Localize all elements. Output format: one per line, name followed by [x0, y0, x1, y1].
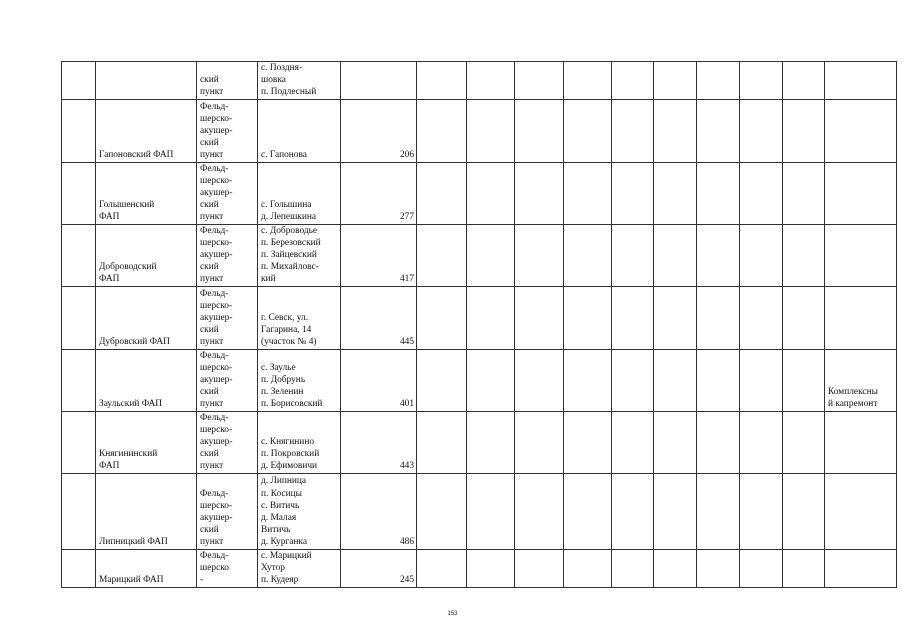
cell-empty	[515, 411, 564, 473]
cell-empty	[740, 162, 783, 224]
cell-location-text: с. Княгинино п. Покровский д. Ефимовичи	[261, 437, 320, 472]
cell-empty	[783, 473, 825, 549]
cell-name-text: Дубровский ФАП	[99, 337, 170, 348]
cell-location-text: с. Доброводье п. Березовский п. Зайцевский п. Михайловс- кий	[261, 225, 321, 285]
cell-type	[197, 286, 258, 349]
cell-empty	[612, 162, 654, 224]
cell-empty	[740, 549, 783, 587]
cell-name	[96, 224, 197, 286]
cell-index	[62, 224, 96, 286]
cell-index	[62, 411, 96, 473]
cell-location	[258, 224, 341, 286]
cell-empty	[783, 349, 825, 411]
cell-location	[258, 99, 341, 162]
cell-empty	[515, 62, 564, 100]
cell-number-text: 401	[399, 399, 414, 410]
cell-empty	[467, 62, 515, 100]
cell-empty	[654, 473, 697, 549]
cell-location	[258, 473, 341, 549]
cell-note	[825, 62, 897, 100]
cell-empty	[740, 286, 783, 349]
cell-empty	[467, 224, 515, 286]
table-row	[62, 62, 897, 100]
cell-note	[825, 286, 897, 349]
cell-name-text: Княгининский ФАП	[99, 449, 158, 472]
cell-number-text: 277	[399, 212, 414, 223]
cell-empty	[740, 99, 783, 162]
cell-empty	[783, 162, 825, 224]
cell-empty	[417, 224, 467, 286]
cell-empty	[740, 224, 783, 286]
table-row	[62, 549, 897, 587]
cell-number	[341, 286, 417, 349]
cell-empty	[467, 99, 515, 162]
cell-index	[62, 286, 96, 349]
cell-empty	[564, 224, 612, 286]
table-row	[62, 162, 897, 224]
cell-empty	[564, 62, 612, 100]
cell-type-text: Фельд- шерско- акушер- ский пункт	[200, 163, 233, 223]
cell-empty	[612, 286, 654, 349]
cell-location	[258, 162, 341, 224]
cell-empty	[564, 162, 612, 224]
cell-note-text: Комплексны й капремонт	[828, 387, 878, 410]
cell-empty	[515, 286, 564, 349]
cell-empty	[467, 286, 515, 349]
cell-empty	[654, 99, 697, 162]
cell-empty	[783, 62, 825, 100]
cell-type-text: Фельд- шерско -	[200, 551, 229, 586]
cell-empty	[783, 549, 825, 587]
cell-location-text: г. Севск, ул. Гагарина, 14 (участок № 4)	[261, 313, 317, 348]
cell-empty	[515, 224, 564, 286]
cell-empty	[612, 349, 654, 411]
cell-number	[341, 162, 417, 224]
cell-empty	[564, 549, 612, 587]
cell-note	[825, 224, 897, 286]
cell-empty	[467, 349, 515, 411]
cell-empty	[654, 411, 697, 473]
cell-index	[62, 99, 96, 162]
cell-empty	[564, 349, 612, 411]
cell-empty	[697, 349, 740, 411]
cell-empty	[467, 473, 515, 549]
cell-name-text: Заульский ФАП	[99, 399, 163, 410]
cell-note	[825, 99, 897, 162]
cell-name	[96, 99, 197, 162]
cell-number	[341, 224, 417, 286]
cell-note	[825, 473, 897, 549]
cell-number-text: 486	[399, 537, 414, 548]
cell-type-text: ский пункт	[200, 75, 224, 98]
cell-number	[341, 349, 417, 411]
table-row	[62, 224, 897, 286]
cell-number	[341, 99, 417, 162]
cell-index	[62, 473, 96, 549]
cell-empty	[417, 549, 467, 587]
cell-empty	[783, 224, 825, 286]
cell-empty	[740, 411, 783, 473]
cell-number	[341, 62, 417, 100]
cell-location	[258, 411, 341, 473]
cell-empty	[467, 411, 515, 473]
cell-empty	[564, 286, 612, 349]
cell-name	[96, 162, 197, 224]
cell-type	[197, 349, 258, 411]
cell-location-text: с. Гапонова	[261, 150, 307, 161]
cell-empty	[654, 162, 697, 224]
cell-name-text: Голышенский ФАП	[99, 200, 155, 223]
cell-type-text: Фельд- шерско- акушер- ский пункт	[200, 488, 233, 548]
cell-empty	[783, 411, 825, 473]
cell-empty	[515, 162, 564, 224]
cell-empty	[612, 549, 654, 587]
cell-type-text: Фельд- шерско- акушер- ский пункт	[200, 350, 233, 410]
cell-empty	[654, 549, 697, 587]
cell-name	[96, 349, 197, 411]
cell-empty	[697, 411, 740, 473]
cell-empty	[697, 286, 740, 349]
cell-empty	[654, 349, 697, 411]
cell-empty	[417, 286, 467, 349]
cell-empty	[697, 473, 740, 549]
cell-name	[96, 549, 197, 587]
cell-location	[258, 286, 341, 349]
cell-type-text: Фельд- шерско- акушер- ский пункт	[200, 412, 233, 472]
cell-empty	[697, 224, 740, 286]
cell-empty	[740, 473, 783, 549]
cell-note	[825, 162, 897, 224]
cell-empty	[515, 473, 564, 549]
cell-location	[258, 62, 341, 100]
cell-empty	[417, 349, 467, 411]
cell-name-text: Гапоновский ФАП	[99, 150, 174, 161]
cell-note	[825, 411, 897, 473]
cell-empty	[417, 62, 467, 100]
cell-empty	[564, 99, 612, 162]
cell-name	[96, 473, 197, 549]
cell-index	[62, 349, 96, 411]
cell-type	[197, 411, 258, 473]
table-body	[62, 62, 897, 588]
cell-empty	[654, 286, 697, 349]
cell-empty	[417, 99, 467, 162]
cell-location-text: с. Поздня- шовка п. Подлесный	[261, 63, 317, 98]
cell-type	[197, 473, 258, 549]
cell-number	[341, 473, 417, 549]
cell-note	[825, 549, 897, 587]
cell-empty	[654, 224, 697, 286]
cell-location-text: с. Заулье п. Добрунь п. Зеленин п. Борисовский	[261, 362, 323, 410]
cell-location	[258, 349, 341, 411]
cell-name	[96, 411, 197, 473]
cell-number-text: 417	[399, 274, 414, 285]
cell-type-text: Фельд- шерско- акушер- ский пункт	[200, 225, 233, 285]
cell-empty	[417, 411, 467, 473]
cell-empty	[515, 99, 564, 162]
cell-type	[197, 99, 258, 162]
cell-empty	[783, 286, 825, 349]
cell-empty	[612, 62, 654, 100]
cell-number	[341, 411, 417, 473]
cell-empty	[612, 224, 654, 286]
cell-empty	[697, 62, 740, 100]
cell-number-text: 445	[399, 337, 414, 348]
table-row	[62, 349, 897, 411]
cell-location-text: с. Марицкий Хутор п. Кудеяр	[261, 551, 312, 586]
cell-type	[197, 224, 258, 286]
cell-location-text: с. Голышина д. Лепешкина	[261, 200, 317, 223]
table-row	[62, 473, 897, 549]
cell-name	[96, 62, 197, 100]
cell-empty	[697, 162, 740, 224]
cell-empty	[564, 473, 612, 549]
cell-name-text: Марицкий ФАП	[99, 575, 164, 586]
table-row	[62, 99, 897, 162]
cell-name-text: Доброводский ФАП	[99, 262, 157, 285]
cell-empty	[515, 549, 564, 587]
cell-empty	[697, 99, 740, 162]
cell-empty	[564, 411, 612, 473]
cell-type-text: Фельд- шерско- акушер- ский пункт	[200, 101, 233, 161]
cell-number-text: 443	[399, 461, 414, 472]
cell-index	[62, 62, 96, 100]
cell-location-text: д. Липница п. Косицы с. Витичь д. Малая Витичь д. Курганка	[261, 476, 307, 548]
facilities-table	[61, 61, 897, 588]
cell-empty	[697, 549, 740, 587]
cell-type	[197, 549, 258, 587]
cell-index	[62, 162, 96, 224]
cell-location	[258, 549, 341, 587]
cell-empty	[783, 99, 825, 162]
cell-empty	[467, 162, 515, 224]
table-row	[62, 286, 897, 349]
cell-empty	[654, 62, 697, 100]
cell-type	[197, 62, 258, 100]
cell-empty	[740, 62, 783, 100]
cell-type-text: Фельд- шерско- акушер- ский пункт	[200, 288, 233, 348]
cell-empty	[612, 411, 654, 473]
cell-empty	[467, 549, 515, 587]
cell-number-text: 245	[399, 575, 414, 586]
cell-name	[96, 286, 197, 349]
cell-type	[197, 162, 258, 224]
cell-empty	[515, 349, 564, 411]
cell-number	[341, 549, 417, 587]
page-number: 153	[447, 611, 458, 617]
cell-empty	[612, 99, 654, 162]
cell-empty	[612, 473, 654, 549]
cell-empty	[417, 162, 467, 224]
cell-empty	[417, 473, 467, 549]
cell-number-text: 206	[399, 150, 414, 161]
cell-empty	[740, 349, 783, 411]
cell-index	[62, 549, 96, 587]
table-row	[62, 411, 897, 473]
cell-note	[825, 349, 897, 411]
cell-name-text: Липницкий ФАП	[99, 537, 168, 548]
